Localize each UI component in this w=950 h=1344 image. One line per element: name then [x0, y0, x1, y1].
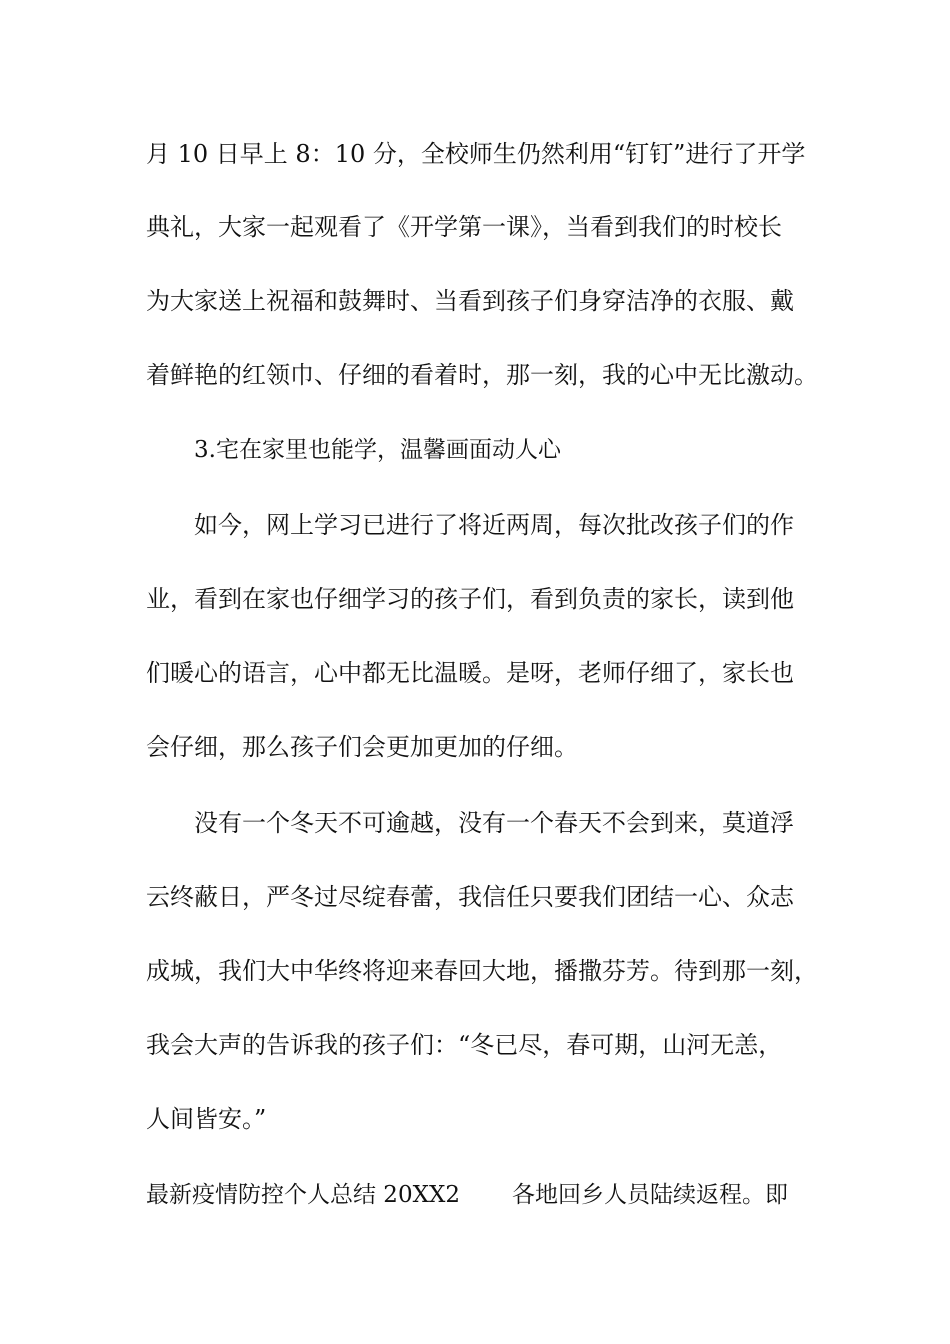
paragraph-line: 云终蔽日，严冬过尽绽春蕾，我信任只要我们团结一心、众志: [146, 883, 794, 911]
next-article-line: [146, 1180, 836, 1210]
paragraph-line: 业，看到在家也仔细学习的孩子们，看到负责的家长，读到他: [146, 585, 794, 613]
section-heading: 3.宅在家里也能学，温馨画面动人心: [194, 437, 561, 463]
paragraph-line: 们暖心的语言，心中都无比温暖。是呀，老师仔细了，家长也: [146, 659, 794, 687]
next-article-text: 各地回乡人员陆续返程。即: [511, 1182, 788, 1208]
paragraph-line: 如今，网上学习已进行了将近两周，每次批改孩子们的作: [194, 511, 794, 539]
paragraph-line: 没有一个冬天不可逾越，没有一个春天不会到来，莫道浮: [194, 809, 794, 837]
paragraph-line: 我会大声的告诉我的孩子们：“冬已尽，春可期，山河无恙，: [146, 1031, 783, 1059]
paragraph-line: 月 10 日早上 8：10 分，全校师生仍然利用“钉钉”进行了开学: [146, 140, 806, 168]
paragraph-line: 典礼，大家一起观看了《开学第一课》，当看到我们的时校长: [146, 213, 782, 241]
paragraph-line: 人间皆安。”: [146, 1105, 267, 1133]
paragraph-line: 为大家送上祝福和鼓舞时、当看到孩子们身穿洁净的衣服、戴: [146, 287, 794, 315]
next-article-title: 最新疫情防控个人总结 20XX2: [146, 1182, 460, 1208]
paragraph-line: 着鲜艳的红领巾、仔细的看着时，那一刻，我的心中无比激动。: [146, 361, 818, 389]
paragraph-line: 成城，我们大中华终将迎来春回大地，播撒芬芳。待到那一刻，: [146, 957, 818, 985]
paragraph-line: 会仔细，那么孩子们会更加更加的仔细。: [146, 733, 578, 761]
